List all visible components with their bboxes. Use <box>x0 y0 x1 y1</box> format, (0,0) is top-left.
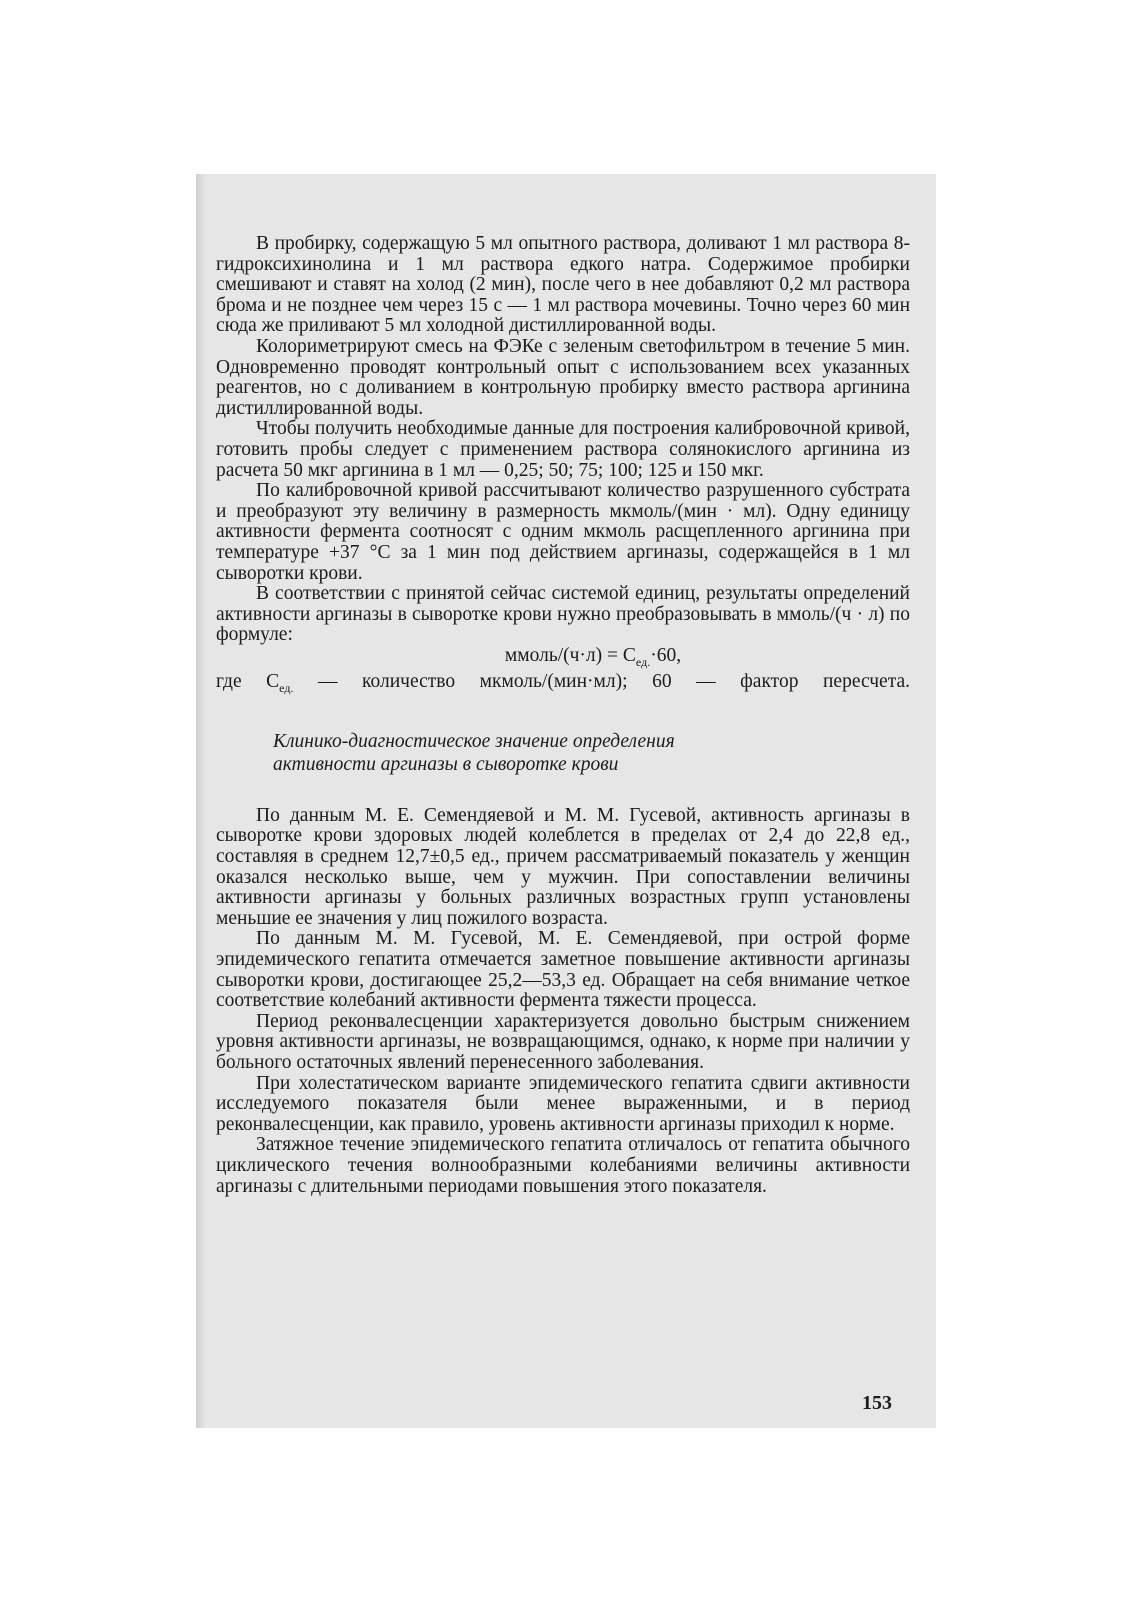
page-binding-shadow <box>196 174 206 1428</box>
paragraph-reconvalescence: Период реконвалесценции характеризуется довольно быстрым снижением уровня активности аргиназы, не возвращающимся, однако, к норме при наличии у больного остаточных явлений перенесенного заболевания. <box>216 1010 910 1073</box>
section-heading-line-2: активности аргиназы в сыворотке крови <box>273 753 619 775</box>
formula-explanation <box>216 672 910 698</box>
formula-subscript: ед. <box>635 654 651 669</box>
formula-rhs: ·60, <box>650 644 682 666</box>
formula-explanation-subscript: ед. <box>279 681 294 696</box>
conversion-formula <box>216 646 910 672</box>
paragraph-acute-hepatitis: По данным М. М. Гусевой, М. Е. Семендяевой, при острой форме эпидемического гепатита отмечается заметное повышение активности аргиназы сыворотки крови, достигающее 25,2—53,3 ед. Обращает на себя внимание четкое соответствие колебаний активности фермента тяжести процесса. <box>216 928 910 1012</box>
section-heading <box>273 730 910 776</box>
paragraph-calibration: Чтобы получить необходимые данные для построения калибровочной кривой, готовить пробы следует с применением раствора солянокислого аргинина из расчета 50 мкг аргинина в 1 мл — 0,25; 50; 75; 100; 125 и 150 мкг. <box>216 418 910 481</box>
paragraph-protracted: Затяжное течение эпидемического гепатита отличалось от гепатита обычного циклического течения волнообразными колебаниями величины активности аргиназы с длительными периодами повышения этого показателя. <box>216 1134 910 1197</box>
section-heading-line-1: Клинико-диагностическое значение определения <box>273 730 675 752</box>
formula-explanation-rest: — количество мкмоль/(мин·мл); 60 — фактор пересчета. <box>293 671 910 693</box>
paragraph-unit-conversion: В соответствии с принятой сейчас системой единиц, результаты определений активности аргиназы в сыворотке крови нужно преобразовывать в ммоль/(ч · л) по формуле: <box>216 583 910 646</box>
page-number: 153 <box>862 1392 892 1414</box>
paragraph-procedure: В пробирку, содержащую 5 мл опытного раствора, доливают 1 мл раствора 8-гидроксихинолина и 1 мл раствора едкого натра. Содержимое пробирки смешивают и ставят на холод (2 мин), после чего в нее добавляют 0,2 мл раствора брома и не позднее чем через 15 с — 1 мл раствора мочевины. Точно через 60 мин сюда же приливают 5 мл холодной дистиллированной воды. <box>216 233 910 337</box>
formula-lhs: ммоль/(ч·л) = С <box>504 644 636 666</box>
paragraph-cholestatic: При холестатическом варианте эпидемического гепатита сдвиги активности исследуемого показателя были менее выраженными, и в период реконвалесценции, как правило, уровень активности аргиназы приходил к норме. <box>216 1072 910 1135</box>
paragraph-normal-values: По данным М. Е. Семендяевой и М. М. Гусевой, активность аргиназы в сыворотке крови здоровых людей колеблется в пределах от 2,4 до 22,8 ед., составляя в среднем 12,7±0,5 ед., причем рассматриваемый показатель у женщин оказался несколько выше, чем у мужчин. При сопоставлении величины активности аргиназы у больных различных возрастных групп установлены меньшие ее значения у лиц пожилого возраста. <box>216 804 910 929</box>
page-body <box>216 234 910 1197</box>
paragraph-colorimetry: Колориметрируют смесь на ФЭКе с зеленым светофильтром в течение 5 мин. Одновременно проводят контрольный опыт с использованием всех указанных реагентов, но с доливанием в контрольную пробирку вместо раствора аргинина дистиллированной воды. <box>216 335 910 419</box>
paragraph-unit-definition: По калибровочной кривой рассчитывают количество разрушенного субстрата и преобразуют эту величину в размерность мкмоль/(мин · мл). Одну единицу активности фермента соотносят с одним мкмоль расщепленного аргинина при температуре +37 °С за 1 мин под действием аргиназы, содержащейся в 1 мл сыворотки крови. <box>216 480 910 584</box>
formula-explanation-prefix: где С <box>216 671 280 693</box>
